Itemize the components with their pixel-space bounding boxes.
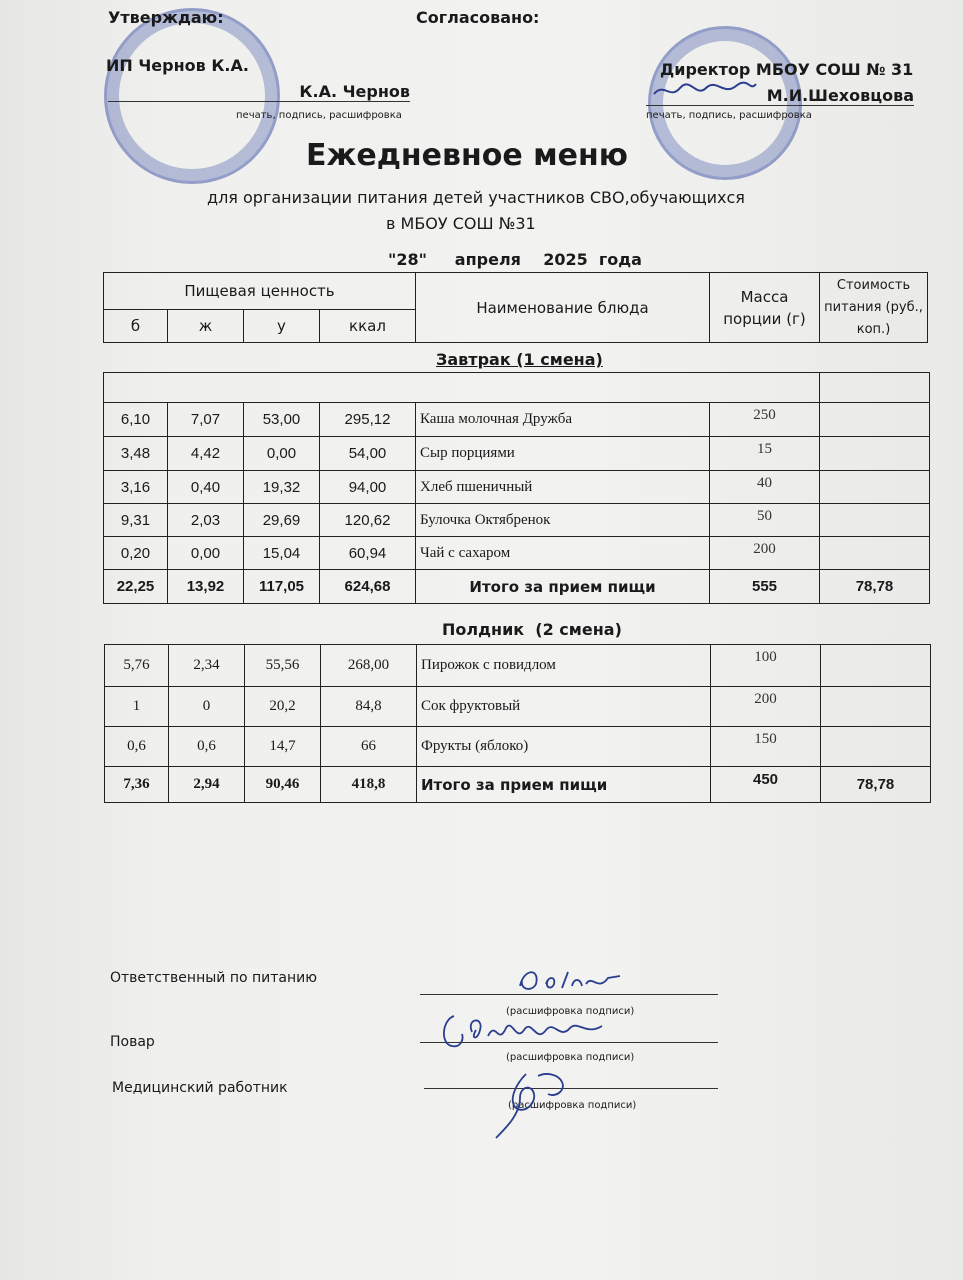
table-row: [104, 537, 930, 570]
cell-u: 0,00: [244, 437, 320, 471]
cook-label: Повар: [110, 1034, 155, 1050]
medic-signature: [486, 1064, 576, 1144]
cell-zh: 2,34: [169, 645, 245, 687]
cell-cost: [820, 471, 930, 504]
cell-dish: Сок фруктовый: [417, 687, 711, 727]
cell-cost: [820, 403, 930, 437]
blank-cell: [104, 373, 820, 403]
cell-b: 3,48: [104, 437, 168, 471]
cell-mass: 40: [710, 471, 820, 504]
table-row: [104, 437, 930, 471]
cell-dish: Сыр порциями: [416, 437, 710, 471]
subtitle-line-2: в МБОУ СОШ №31: [386, 214, 536, 233]
total-u: 90,46: [245, 767, 321, 803]
total-label: Итого за прием пищи: [416, 570, 710, 604]
cell-u: 55,56: [245, 645, 321, 687]
cell-kcal: 268,00: [321, 645, 417, 687]
cell-mass: 150: [711, 727, 821, 767]
cell-kcal: 60,94: [320, 537, 416, 570]
cell-dish: Хлеб пшеничный: [416, 471, 710, 504]
cell-mass: 250: [710, 403, 820, 437]
blank-cost-cell: [820, 373, 930, 403]
medic-label: Медицинский работник: [112, 1080, 288, 1096]
cell-b: 0,6: [105, 727, 169, 767]
cell-zh: 0: [169, 687, 245, 727]
cell-kcal: 94,00: [320, 471, 416, 504]
header-kcal: ккал: [320, 310, 416, 343]
cell-u: 14,7: [245, 727, 321, 767]
approve-person: ИП Чернов К.А.: [106, 56, 249, 75]
cell-mass: 200: [711, 687, 821, 727]
cell-mass: 50: [710, 504, 820, 537]
menu-header-table: [103, 272, 928, 343]
director-signature: [650, 76, 760, 106]
total-kcal: 418,8: [321, 767, 417, 803]
table-row: [104, 403, 930, 437]
total-label: Итого за прием пищи: [417, 767, 711, 803]
cell-u: 15,04: [244, 537, 320, 570]
approve-signer: К.А. Чернов: [108, 82, 410, 102]
cell-cost: [821, 727, 931, 767]
cell-mass: 15: [710, 437, 820, 471]
table-row: [104, 504, 930, 537]
cell-u: 53,00: [244, 403, 320, 437]
cell-cost: [820, 537, 930, 570]
cell-u: 19,32: [244, 471, 320, 504]
cell-b: 5,76: [105, 645, 169, 687]
cook-signature: [436, 1006, 616, 1054]
total-kcal: 624,68: [320, 570, 416, 604]
snack-section-title: Полдник (2 смена): [442, 620, 622, 639]
header-zh: ж: [168, 310, 244, 343]
cell-kcal: 84,8: [321, 687, 417, 727]
cell-b: 0,20: [104, 537, 168, 570]
subtitle-line-1: для организации питания детей участников СВО,обучающихся: [207, 188, 745, 207]
nutrition-responsible-label: Ответственный по питанию: [110, 970, 318, 986]
nutrition-signature-caption: (расшифровка подписи): [506, 1006, 635, 1017]
snack-total-row: [105, 767, 931, 803]
header-dish: Наименование блюда: [416, 273, 710, 343]
header-nutrition: Пищевая ценность: [104, 273, 416, 310]
cell-kcal: 54,00: [320, 437, 416, 471]
cell-zh: 7,07: [168, 403, 244, 437]
cell-dish: Булочка Октябренок: [416, 504, 710, 537]
agree-signer: М.И.Шеховцова: [646, 86, 914, 106]
cell-kcal: 120,62: [320, 504, 416, 537]
total-cost: 78,78: [820, 570, 930, 604]
agree-label: Согласовано:: [416, 8, 540, 27]
cell-zh: 0,6: [169, 727, 245, 767]
cell-cost: [820, 437, 930, 471]
breakfast-table: [103, 372, 930, 604]
cell-u: 29,69: [244, 504, 320, 537]
cell-dish: Каша молочная Дружба: [416, 403, 710, 437]
breakfast-blank-row: [104, 373, 930, 403]
header-mass: Масса порции (г): [710, 273, 820, 343]
cell-b: 3,16: [104, 471, 168, 504]
table-row: [105, 727, 931, 767]
total-cost: 78,78: [821, 767, 931, 803]
total-mass: 450: [711, 767, 821, 803]
breakfast-total-row: [104, 570, 930, 604]
agree-position: Директор МБОУ СОШ № 31: [660, 60, 914, 79]
cell-dish: Чай с сахаром: [416, 537, 710, 570]
cell-zh: 4,42: [168, 437, 244, 471]
cell-mass: 200: [710, 537, 820, 570]
total-mass: 555: [710, 570, 820, 604]
cell-kcal: 66: [321, 727, 417, 767]
table-row: [105, 645, 931, 687]
cell-zh: 2,03: [168, 504, 244, 537]
total-zh: 2,94: [169, 767, 245, 803]
total-b: 7,36: [105, 767, 169, 803]
cell-zh: 0,00: [168, 537, 244, 570]
total-b: 22,25: [104, 570, 168, 604]
table-row: [105, 687, 931, 727]
snack-table: [104, 644, 931, 803]
cell-b: 6,10: [104, 403, 168, 437]
cell-cost: [821, 687, 931, 727]
breakfast-section-title: Завтрак (1 смена): [436, 350, 603, 369]
header-u: у: [244, 310, 320, 343]
cell-dish: Пирожок с повидлом: [417, 645, 711, 687]
cell-u: 20,2: [245, 687, 321, 727]
cell-dish: Фрукты (яблоко): [417, 727, 711, 767]
header-cost: Стоимость питания (руб., коп.): [820, 273, 928, 343]
cell-zh: 0,40: [168, 471, 244, 504]
cell-mass: 100: [711, 645, 821, 687]
table-row: [104, 471, 930, 504]
cell-kcal: 295,12: [320, 403, 416, 437]
cook-signature-caption: (расшифровка подписи): [506, 1052, 635, 1063]
medic-signature-caption: (расшифровка подписи): [508, 1100, 637, 1111]
cell-cost: [821, 645, 931, 687]
cell-b: 1: [105, 687, 169, 727]
total-zh: 13,92: [168, 570, 244, 604]
approve-label: Утверждаю:: [108, 8, 224, 27]
approve-caption: печать, подпись, расшифровка: [236, 110, 402, 121]
agree-caption: печать, подпись, расшифровка: [646, 110, 812, 121]
total-u: 117,05: [244, 570, 320, 604]
nutrition-signature: [512, 962, 632, 998]
page-title: Ежедневное меню: [306, 138, 628, 173]
cell-b: 9,31: [104, 504, 168, 537]
menu-date: "28" апреля 2025 года: [388, 250, 642, 269]
cell-cost: [820, 504, 930, 537]
header-b: б: [104, 310, 168, 343]
